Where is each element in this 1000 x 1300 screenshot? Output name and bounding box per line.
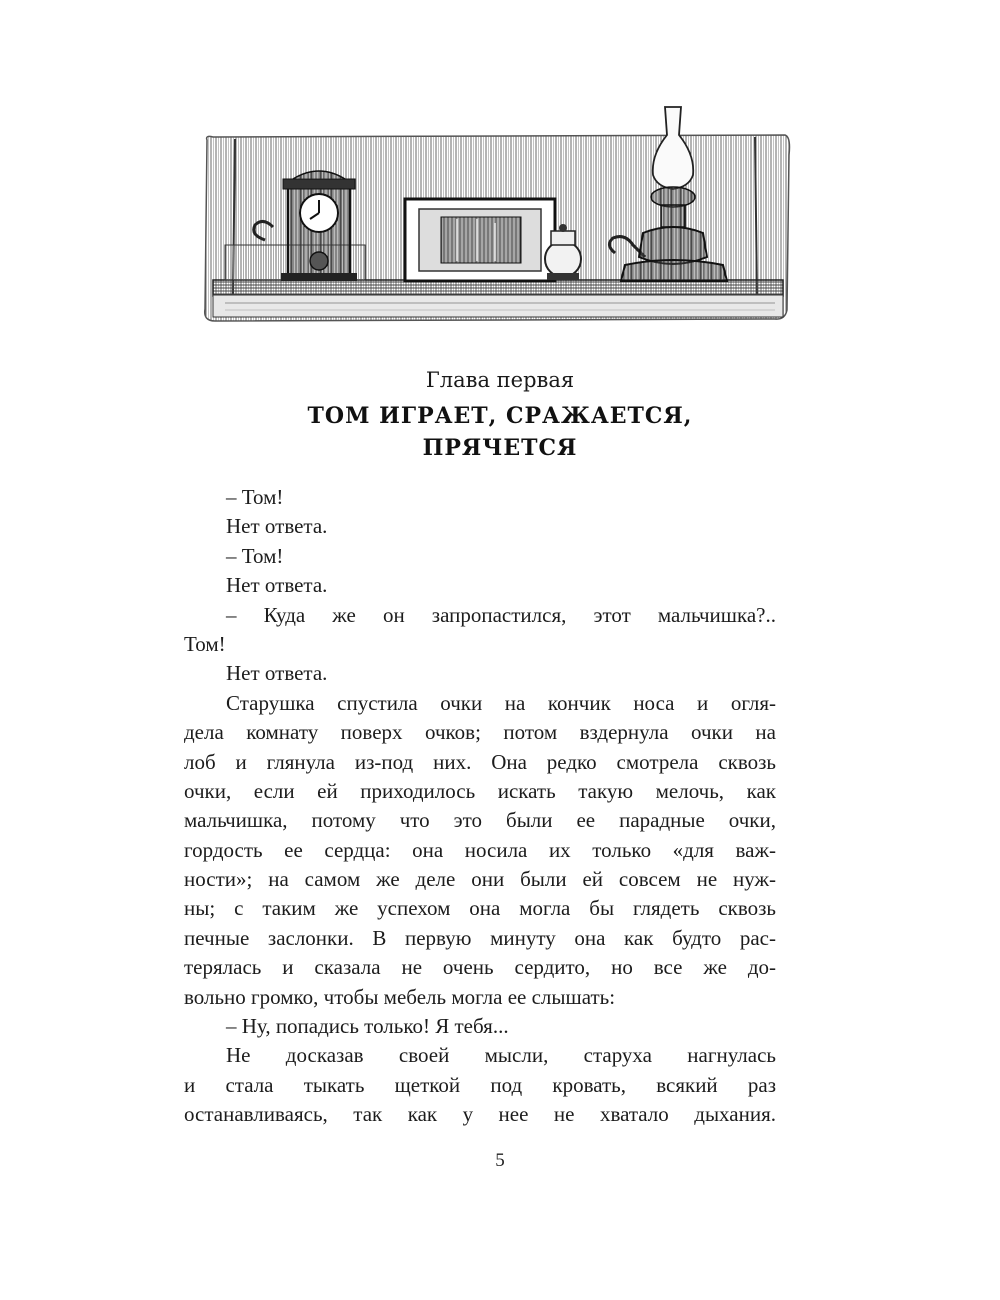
page-number: 5	[495, 1150, 505, 1171]
mantelpiece-illustration	[195, 95, 795, 325]
text-line: Нет ответа.	[226, 661, 328, 686]
text-line: ности»; на самом же деле они были ей совсем не нуж-	[184, 867, 776, 892]
text-line: терялась и сказала не очень сердито, но все же до-	[184, 955, 776, 980]
chapter-title-line: ТОМ ИГРАЕТ, СРАЖАЕТСЯ,	[307, 403, 693, 429]
text-line: печные заслонки. В первую минуту она как будто рас-	[184, 925, 776, 950]
text-line: – Том!	[226, 485, 284, 509]
text-line: лоб и глянула из-под них. Она редко смотрела сквозь	[184, 749, 776, 774]
jar-drawing	[545, 224, 581, 280]
text-line: и стала тыкать щеткой под кровать, всякий раз	[184, 1072, 776, 1097]
text-line: гордость ее сердца: она носила их только «для важ-	[184, 837, 776, 862]
chapter-body-text	[184, 483, 776, 1130]
text-line: Не досказав своей мысли, старуха нагнулась	[226, 1043, 776, 1068]
text-line: дела комнату поверх очков; потом вздернула очки на	[184, 720, 776, 745]
picture-frame-drawing	[405, 199, 555, 281]
text-line: Старушка спустила очки на кончик носа и огля-	[226, 690, 776, 715]
text-line: ны; с таким же успехом она могла бы глядеть сквозь	[184, 896, 776, 921]
text-line: – Ну, попадись только! Я тебя...	[226, 1014, 509, 1039]
chapter-label: Глава первая	[425, 368, 575, 392]
text-line: Нет ответа.	[226, 573, 328, 598]
chapter-title-line: ПРЯЧЕТСЯ	[422, 435, 578, 461]
text-line: очки, если ей приходилось искать такую мелочь, как	[184, 778, 776, 803]
clock-drawing	[281, 171, 357, 281]
text-line: останавливаясь, так как у нее не хватало дыхания.	[184, 1102, 776, 1127]
chapter-title	[0, 400, 1000, 464]
text-line: Том!	[184, 631, 226, 656]
text-line: мальчишка, потому что это были ее парадные очки,	[184, 808, 776, 833]
text-line: Нет ответа.	[226, 514, 328, 539]
text-line: – Куда же он запропастился, этот мальчишка?..	[226, 602, 776, 627]
text-line: вольно громко, чтобы мебель могла ее слышать:	[184, 984, 616, 1009]
text-line: – Том!	[226, 543, 284, 568]
